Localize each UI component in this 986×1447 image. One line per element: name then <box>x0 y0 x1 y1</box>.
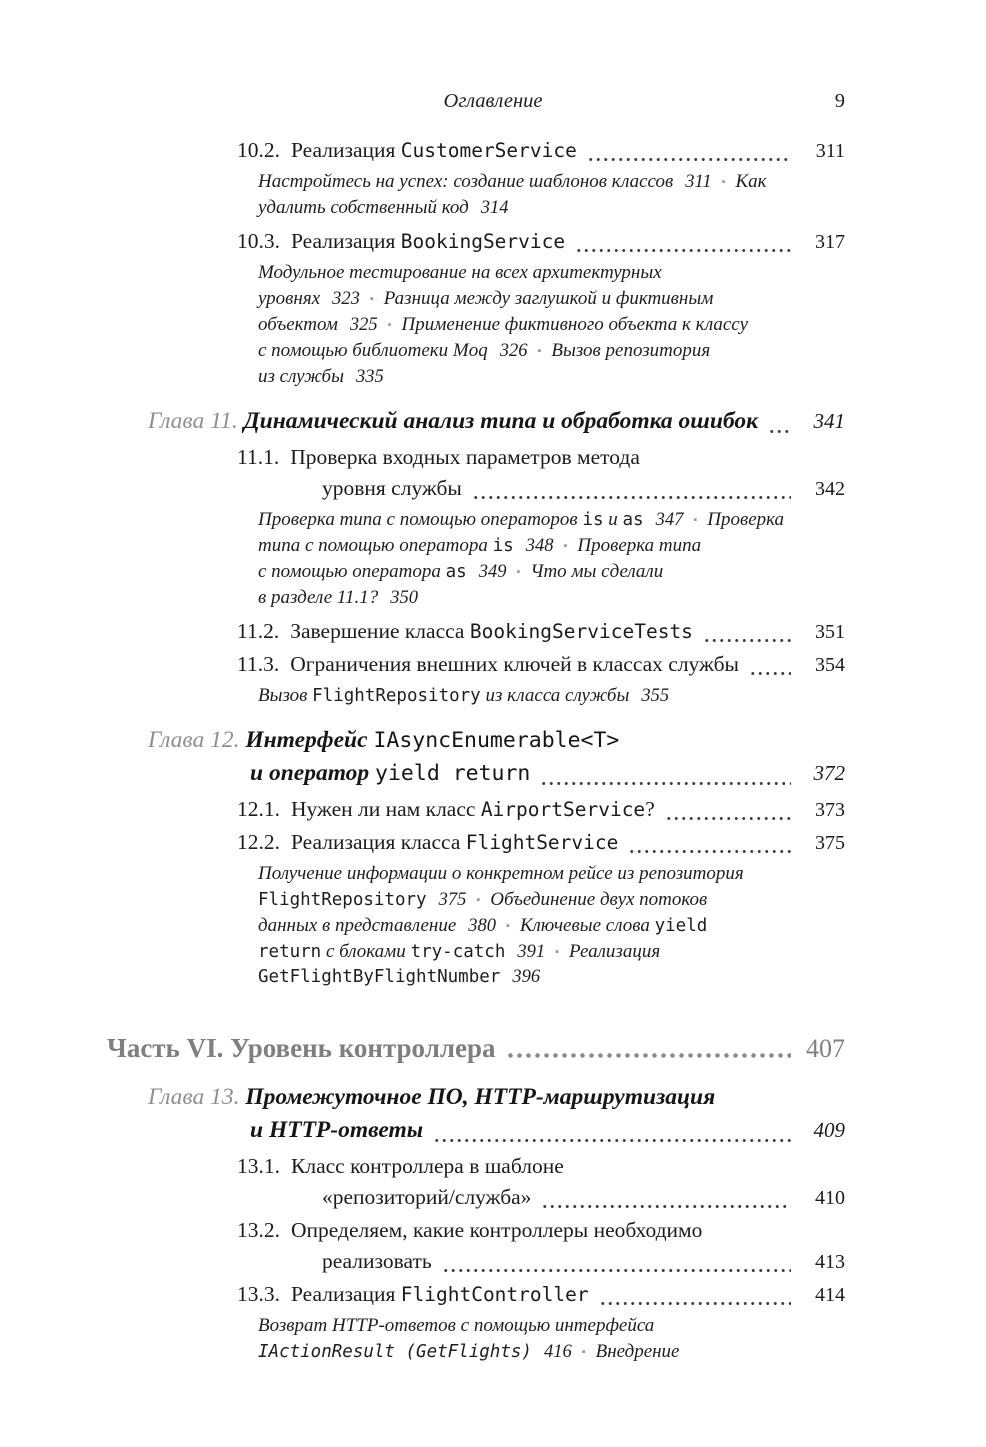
page-number: 354 <box>815 654 845 676</box>
toc-line <box>0 1216 845 1247</box>
chapter-label: Глава 12. <box>148 727 246 753</box>
code-identifier: as <box>622 510 644 530</box>
line-text <box>258 585 418 611</box>
line-text <box>258 559 663 585</box>
text-run: Внедрение <box>595 1341 680 1362</box>
line-text <box>237 617 693 648</box>
toc-line <box>0 443 845 474</box>
subentry-page-ref: 311 <box>685 172 712 192</box>
square-bullet-icon: ▪ <box>369 293 374 305</box>
line-text <box>250 1115 423 1148</box>
subentry-page-ref: 314 <box>480 198 509 218</box>
line-text <box>258 338 710 364</box>
line-text <box>107 1030 496 1066</box>
line-text <box>258 861 744 887</box>
page-number: 341 <box>813 409 845 433</box>
toc-section-entry <box>0 136 845 167</box>
toc-line <box>0 725 845 758</box>
section-number: 13.1. <box>237 1154 280 1178</box>
toc-line <box>0 939 845 965</box>
dot-leader <box>541 1205 791 1208</box>
text-run: Реализация <box>291 229 401 253</box>
toc-section-entry <box>0 650 845 681</box>
page-number: 311 <box>815 140 845 162</box>
subentry-page-ref: 355 <box>641 686 670 706</box>
toc-section-entry <box>0 795 845 826</box>
text-run: Проверка типа <box>577 535 702 556</box>
toc-line <box>0 559 845 585</box>
line-text <box>258 364 384 390</box>
text-run: в разделе 11.1? <box>258 587 379 608</box>
dot-leader <box>506 1053 792 1058</box>
section-number: 11.1. <box>237 445 280 469</box>
subentry-page-ref: 323 <box>332 289 360 309</box>
section-number: 10.3. <box>237 229 280 253</box>
section-number: 10.2. <box>237 138 280 162</box>
folio-page-number: 9 <box>834 90 845 112</box>
toc-line <box>0 617 845 648</box>
toc-sub-entry <box>0 1313 845 1365</box>
toc-line <box>0 1280 845 1311</box>
code-identifier: BookingServiceTests <box>469 620 693 643</box>
toc-sub-entry <box>0 507 845 611</box>
line-text <box>258 312 748 338</box>
page-number: 407 <box>806 1034 845 1063</box>
dot-leader <box>749 672 791 675</box>
toc-section-entry <box>0 443 845 505</box>
code-identifier: is <box>582 510 604 530</box>
dot-leader <box>703 639 791 642</box>
text-run: Класс контроллера в шаблоне <box>291 1154 564 1178</box>
text-run: Как <box>735 171 767 192</box>
code-identifier: FlightController <box>400 1283 589 1306</box>
text-run: Разница между заглушкой и фиктивным <box>383 288 714 309</box>
square-bullet-icon: ▪ <box>506 920 510 932</box>
toc-line <box>0 861 845 887</box>
toc-sub-entry <box>0 260 845 390</box>
toc-sub-entry <box>0 683 845 709</box>
subentry-page-ref: 325 <box>349 315 378 335</box>
line-text <box>322 1247 432 1278</box>
toc-line <box>0 260 845 286</box>
section-number: 12.1. <box>237 797 280 821</box>
line-text <box>258 1313 654 1339</box>
dot-leader <box>442 1269 791 1272</box>
line-text <box>148 725 619 758</box>
chapter-label: Глава 11. <box>148 408 244 434</box>
toc-line <box>0 312 845 338</box>
square-bullet-icon: ▪ <box>581 1346 586 1358</box>
subentry-page-ref: 326 <box>499 341 528 361</box>
text-run: и HTTP-ответы <box>250 1117 424 1143</box>
toc-line <box>0 758 845 791</box>
running-head <box>0 90 845 116</box>
code-identifier: IActionResult (GetFlights) <box>258 1342 532 1362</box>
toc-line <box>0 1115 845 1148</box>
line-text <box>258 260 662 286</box>
dot-leader <box>587 158 791 161</box>
line-text <box>237 1280 589 1311</box>
section-number: 13.3. <box>237 1282 280 1306</box>
text-run: Проверка типа с помощью операторов <box>258 509 583 530</box>
toc-section-entry <box>0 227 845 258</box>
square-bullet-icon: ▪ <box>516 566 521 578</box>
text-run: и оператор <box>250 760 376 786</box>
subentry-page-ref: 396 <box>512 967 541 987</box>
toc-line <box>0 828 845 859</box>
line-text <box>258 939 660 965</box>
line-text <box>258 507 784 533</box>
code-identifier: GetFlightByFlightNumber <box>258 967 501 987</box>
toc-chapter-entry <box>0 725 845 791</box>
line-text <box>258 169 767 195</box>
square-bullet-icon: ▪ <box>537 345 542 357</box>
code-identifier: IAsyncEnumerable<T> <box>373 728 620 753</box>
page-number: 372 <box>813 761 845 785</box>
subentry-page-ref: 349 <box>478 562 507 582</box>
text-run: реализовать <box>322 1249 432 1273</box>
toc-line <box>0 585 845 611</box>
text-run: из класса службы <box>480 685 630 706</box>
line-text <box>237 795 655 826</box>
toc-line <box>0 474 845 505</box>
toc-line <box>0 683 845 709</box>
text-run: Применение фиктивного объекта к классу <box>401 314 749 335</box>
subentry-page-ref: 348 <box>525 536 554 556</box>
subentry-page-ref: 380 <box>468 916 497 936</box>
toc-line <box>0 507 845 533</box>
line-text <box>322 1183 531 1214</box>
text-run: Динамический анализ типа и обработка ошибок <box>243 408 759 434</box>
dot-leader <box>665 817 791 820</box>
text-run: Реализация <box>291 138 401 162</box>
text-run: Ключевые слова <box>519 915 655 936</box>
page-number: 409 <box>813 1118 845 1142</box>
text-run: Нужен ли нам класс <box>291 797 481 821</box>
text-run: данных в представление <box>258 915 457 936</box>
code-identifier: as <box>445 562 467 582</box>
section-number: 13.2. <box>237 1218 280 1242</box>
text-run: Завершение класса <box>290 619 470 643</box>
page-number: 375 <box>815 832 845 854</box>
square-bullet-icon: ▪ <box>387 319 392 331</box>
toc-section-entry <box>0 1216 845 1278</box>
dot-leader <box>433 1139 791 1142</box>
code-identifier: FlightService <box>465 831 619 854</box>
toc-line <box>0 136 845 167</box>
page-number: 410 <box>815 1187 845 1209</box>
line-text <box>237 650 739 681</box>
text-run: Вызов репозитория <box>551 340 711 361</box>
code-identifier: is <box>492 536 514 556</box>
toc-line <box>0 650 845 681</box>
square-bullet-icon: ▪ <box>721 176 726 188</box>
section-number: 11.3. <box>237 652 280 676</box>
text-run: Часть VI. Уровень контроллера <box>107 1033 496 1063</box>
toc-line <box>0 406 845 439</box>
toc-chapter-entry <box>0 406 845 439</box>
dot-leader <box>599 1302 791 1305</box>
text-run: Получение информации о конкретном рейсе из репозитория <box>258 863 744 884</box>
toc-line <box>0 1313 845 1339</box>
text-run: Проверка входных параметров метода <box>290 445 640 469</box>
toc-section-entry <box>0 617 845 648</box>
page-number: 342 <box>815 478 845 500</box>
line-text <box>237 227 565 258</box>
text-run: Реализация класса <box>291 830 466 854</box>
dot-leader <box>540 782 791 785</box>
toc-line <box>0 1339 845 1365</box>
line-text <box>258 533 701 559</box>
line-text <box>237 136 577 167</box>
toc-line <box>0 795 845 826</box>
text-run: с блоками <box>321 941 411 962</box>
text-run: из службы <box>258 366 344 387</box>
text-run: типа с помощью оператора <box>258 535 493 556</box>
text-run: Возврат HTTP-ответов с помощью интерфейса <box>258 1315 655 1336</box>
line-text <box>237 828 618 859</box>
line-text <box>258 913 707 939</box>
text-run: с помощью библиотеки Moq <box>258 340 488 361</box>
section-number: 12.2. <box>237 830 280 854</box>
subentry-page-ref: 347 <box>655 510 684 530</box>
text-run: Интерфейс <box>245 727 374 753</box>
toc-sub-entry <box>0 169 845 221</box>
line-text <box>258 195 509 221</box>
toc-line <box>0 169 845 195</box>
square-bullet-icon: ▪ <box>476 894 481 906</box>
dot-leader <box>768 430 791 433</box>
toc-line <box>0 227 845 258</box>
dot-leader <box>575 249 791 252</box>
toc-section-entry <box>0 1280 845 1311</box>
section-number: 11.2. <box>237 619 280 643</box>
page-number: 373 <box>815 799 845 821</box>
line-text <box>258 965 540 990</box>
text-run: удалить собственный код <box>258 197 469 218</box>
chapter-label: Глава 13. <box>148 1084 246 1110</box>
toc-line <box>0 965 845 990</box>
line-text <box>237 1152 564 1183</box>
line-text <box>148 406 758 439</box>
toc-line <box>0 364 845 390</box>
text-run: Объединение двух потоков <box>490 889 708 910</box>
code-identifier: yield return <box>375 761 531 786</box>
subentry-page-ref: 416 <box>543 1342 572 1362</box>
text-run: уровня службы <box>322 476 462 500</box>
code-identifier: BookingService <box>400 230 566 253</box>
toc-chapter-entry <box>0 1082 845 1148</box>
toc-section-entry <box>0 1152 845 1214</box>
line-text <box>258 1339 680 1365</box>
text-run: и <box>603 509 623 530</box>
text-run: Проверка <box>707 509 785 530</box>
square-bullet-icon: ▪ <box>693 514 698 526</box>
code-identifier: CustomerService <box>400 139 577 162</box>
line-text <box>322 474 462 505</box>
toc-line <box>0 286 845 312</box>
text-run: Модульное тестирование на всех архитектурных <box>258 262 662 283</box>
dot-leader <box>472 496 791 499</box>
text-run: «репозиторий/служба» <box>322 1185 532 1209</box>
code-identifier: FlightRepository <box>258 890 427 910</box>
page-number: 317 <box>815 231 845 253</box>
subentry-page-ref: 350 <box>390 588 418 608</box>
text-run: Реализация <box>569 941 661 962</box>
square-bullet-icon: ▪ <box>563 540 568 552</box>
toc-sub-entry <box>0 861 845 990</box>
text-run: Настройтесь на успех: создание шаблонов классов <box>258 171 674 192</box>
toc-line <box>0 195 845 221</box>
line-text <box>258 887 707 913</box>
line-text <box>148 1082 715 1115</box>
line-text <box>258 683 669 709</box>
toc-entries <box>0 136 845 1365</box>
toc-line <box>0 338 845 364</box>
line-text <box>250 758 530 791</box>
code-identifier: try-catch <box>410 942 506 962</box>
text-run: с помощью оператора <box>258 561 446 582</box>
toc-line <box>0 1082 845 1115</box>
text-run: Реализация <box>291 1282 401 1306</box>
text-run: Вызов <box>258 685 313 706</box>
subentry-page-ref: 391 <box>517 942 546 962</box>
toc-line <box>0 1152 845 1183</box>
code-identifier: return <box>258 942 322 962</box>
toc-line <box>0 533 845 559</box>
text-run: ? <box>645 797 655 821</box>
dot-leader <box>628 850 791 853</box>
square-bullet-icon: ▪ <box>555 946 560 958</box>
code-identifier: yield <box>654 916 708 936</box>
text-run: Что мы сделали <box>530 561 664 582</box>
text-run: Промежуточное ПО, HTTP-маршрутизация <box>245 1084 716 1110</box>
code-identifier: AirportService <box>480 798 646 821</box>
toc-line <box>0 1247 845 1278</box>
page-number: 351 <box>815 621 845 643</box>
toc-line <box>0 887 845 913</box>
subentry-page-ref: 375 <box>438 890 467 910</box>
text-run: уровнях <box>258 288 321 309</box>
page-number: 413 <box>815 1251 845 1273</box>
toc-part-entry <box>0 1030 845 1066</box>
line-text <box>258 286 713 312</box>
line-text <box>237 1216 702 1247</box>
text-run: Ограничения внешних ключей в классах службы <box>290 652 739 676</box>
page-number: 414 <box>815 1284 845 1306</box>
toc-line <box>0 1030 845 1066</box>
text-run: объектом <box>258 314 338 335</box>
toc-section-entry <box>0 828 845 859</box>
subentry-page-ref: 335 <box>355 367 384 387</box>
line-text <box>237 443 640 474</box>
toc-line <box>0 913 845 939</box>
text-run: Определяем, какие контроллеры необходимо <box>291 1218 703 1242</box>
toc-line <box>0 1183 845 1214</box>
page-title: Оглавление <box>443 90 543 112</box>
code-identifier: FlightRepository <box>312 686 481 706</box>
